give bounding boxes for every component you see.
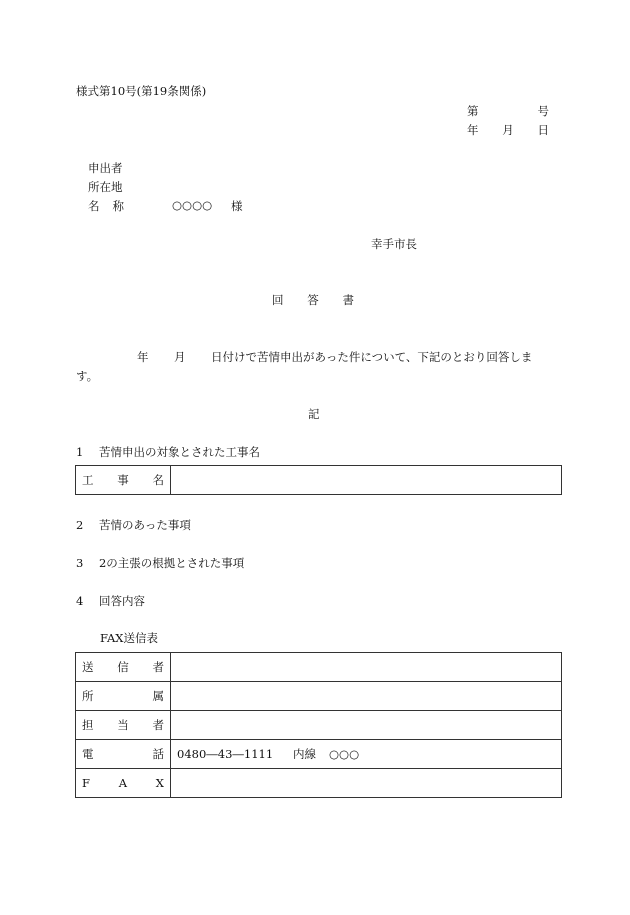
fax-person-label — [76, 711, 171, 740]
form-number: 様式第10号(第19条関係) — [76, 84, 207, 98]
table-row — [76, 653, 562, 682]
fax-title: FAX送信表 — [100, 631, 158, 645]
honorific: 様 — [231, 199, 243, 213]
label-char: X — [155, 776, 164, 790]
section-number: 1 — [76, 445, 84, 459]
extension-number: ○○○ — [329, 747, 360, 761]
body-line-2: す。 — [76, 369, 99, 383]
applicant-label: 申出者 — [88, 161, 123, 175]
section-number: 3 — [76, 556, 84, 570]
section-text: 苦情申出の対象とされた工事名 — [98, 445, 260, 459]
name-label-char-2: 称 — [112, 199, 124, 213]
section-3 — [76, 555, 244, 571]
document-date — [467, 122, 549, 138]
label-char: 者 — [152, 718, 164, 732]
table-row — [76, 682, 562, 711]
label-char: 当 — [117, 718, 129, 732]
fax-department-label — [76, 682, 171, 711]
label-char: F — [82, 776, 90, 790]
label-char: 電 — [82, 747, 94, 761]
document-number-suffix: 号 — [537, 104, 549, 118]
table-row — [76, 740, 562, 769]
section-1 — [76, 444, 260, 460]
label-char: 送 — [82, 660, 94, 674]
table-row — [76, 466, 562, 495]
fax-table — [75, 652, 562, 798]
table-row — [76, 711, 562, 740]
title-char-3: 書 — [342, 293, 354, 307]
name-label-char-1: 名 — [88, 199, 100, 213]
fax-phone-label — [76, 740, 171, 769]
date-year: 年 — [467, 123, 479, 137]
label-char: 属 — [152, 689, 164, 703]
label-char: 者 — [152, 660, 164, 674]
work-name-label — [76, 466, 171, 495]
date-day: 日 — [537, 123, 549, 137]
work-name-table — [75, 465, 562, 495]
extension-label: 内線 — [293, 747, 316, 761]
body-line-1: 日付けで苦情申出があった件について、下記のとおり回答しま — [211, 350, 533, 364]
section-number: 2 — [76, 518, 84, 532]
address-label: 所在地 — [88, 180, 123, 194]
label-char: A — [118, 776, 128, 790]
document-number-prefix: 第 — [467, 104, 479, 118]
ki-label: 記 — [308, 407, 320, 421]
section-4 — [76, 593, 145, 609]
body-month: 月 — [174, 350, 186, 364]
section-number: 4 — [76, 594, 84, 608]
fax-number-value — [171, 769, 562, 798]
fax-sender-label — [76, 653, 171, 682]
label-char: 担 — [82, 718, 94, 732]
fax-department-value — [171, 682, 562, 711]
body-year: 年 — [137, 350, 149, 364]
work-name-value — [171, 466, 562, 495]
label-char: 工 — [82, 473, 94, 487]
fax-person-value — [171, 711, 562, 740]
date-month: 月 — [502, 123, 514, 137]
document-title — [272, 292, 354, 308]
section-2 — [76, 517, 191, 533]
section-text: 2の主張の根拠とされた事項 — [98, 556, 245, 570]
title-char-1: 回 — [272, 293, 284, 307]
name-label — [88, 198, 124, 214]
label-char: 名 — [152, 473, 164, 487]
title-char-2: 答 — [307, 293, 319, 307]
section-text: 回答内容 — [98, 594, 145, 608]
label-char: 話 — [152, 747, 164, 761]
fax-sender-value — [171, 653, 562, 682]
label-char: 事 — [117, 473, 129, 487]
section-text: 苦情のあった事項 — [98, 518, 191, 532]
label-char: 信 — [117, 660, 129, 674]
sender: 幸手市長 — [371, 237, 417, 251]
fax-number-label — [76, 769, 171, 798]
table-row — [76, 769, 562, 798]
fax-phone-value — [171, 740, 562, 769]
document-number — [467, 103, 549, 119]
label-char: 所 — [82, 689, 94, 703]
recipient-name: ○○○○ — [172, 198, 213, 212]
phone-number: 0480―43―1111 — [177, 747, 274, 761]
